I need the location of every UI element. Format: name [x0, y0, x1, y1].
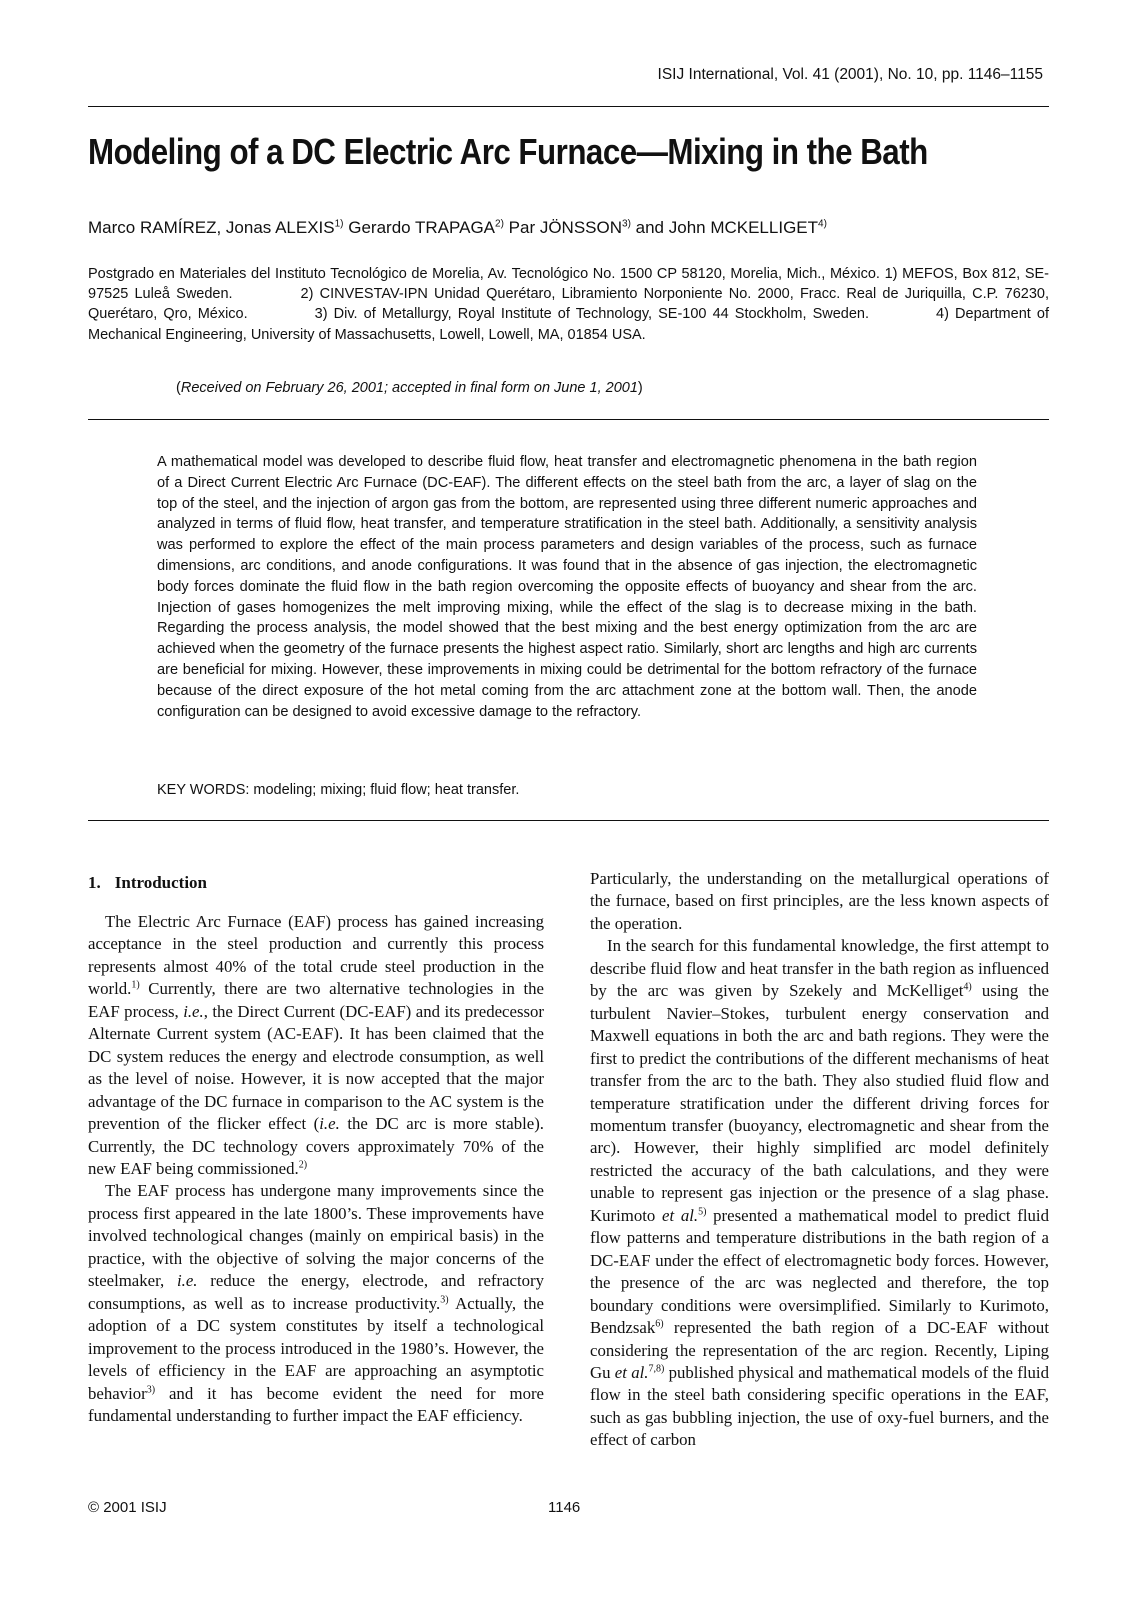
- paragraph: [590, 935, 1049, 1451]
- citation-mark: 3): [440, 1294, 449, 1306]
- footer-copyright: © 2001 ISIJ: [88, 1499, 167, 1516]
- body-column-right: [590, 868, 1049, 1452]
- paper-title: Modeling of a DC Electric Arc Furnace—Mixing in the Bath: [88, 131, 928, 172]
- paragraph: Particularly, the understanding on the metallurgical operations of the furnace, based on first principles, are the less known aspects of the operation.: [590, 869, 1049, 933]
- italic-text: i.e.: [319, 1114, 340, 1134]
- author-name: Jonas ALEXIS: [225, 218, 335, 237]
- text-run: The EAF process has undergone many improvements since the process first appeared in the late 1800’s. These improvements have involved technological changes (mainly on empirical basis) in the practice, with the objective of solving the major concerns of the steelmaker,: [88, 1181, 544, 1291]
- author-affil-mark: 4): [818, 218, 827, 230]
- abstract-bottom-rule: [88, 820, 1049, 821]
- paragraph: [88, 911, 544, 1180]
- citation-mark: 7,8): [648, 1363, 665, 1375]
- author-affil-mark: 3): [622, 218, 631, 230]
- section-number: 1.: [88, 873, 101, 892]
- keywords: KEY WORDS: modeling; mixing; fluid flow; heat transfer.: [157, 782, 520, 798]
- page-number: 1146: [548, 1499, 581, 1516]
- abstract: A mathematical model was developed to describe fluid flow, heat transfer and electromagnetic phenomena in the bath region of a Direct Current Electric Arc Furnace (DC-EAF). The different effects on the steel bath from the arc, a layer of slag on the top of the steel, and the injection of argon gas from the bottom, are represented using three different numeric approaches and analyzed in terms of fluid flow, heat transfer, and temperature stratification in the steel bath. Additionally, a sensitivity analysis was performed to explore the effect of the main process parameters and design variables of the process, such as furnace dimensions, arc conditions, and anode configurations. It was found that in the absence of gas injection, the electromagnetic body forces dominate the fluid flow in the bath region overcoming the opposite effects of buoyancy and shear from the arc. Injection of gases homogenizes the melt improving mixing, while the effect of the slag is to decrease mixing in the bath. Regarding the process analysis, the model showed that the best mixing and the best energy optimization from the arc are achieved when the geometry of the furnace presents the highest aspect ratio. Similarly, short arc lengths and high arc currents are beneficial for mixing. However, these improvements in mixing could be detrimental for the bottom refractory of the furnace because of the direct exposure of the hot metal coming from the arc attachment zone at the bottom wall. Then, the anode configuration can be designed to avoid excessive damage to the refractory.: [157, 454, 977, 720]
- text-run: In the search for this fundamental knowledge, the first attempt to describe fluid flow and heat transfer in the bath region as influenced by the arc was given by Szekely and McKelliget: [590, 936, 1049, 1001]
- affiliation-4: 4) Department of Mechanical Engineering, University of Massachusetts, Lowell, Lowell, MA, 01854 USA.: [88, 306, 1049, 343]
- received-dates: [176, 380, 643, 396]
- author-name: Marco RAMÍREZ: [88, 218, 217, 237]
- text-run: reduce the energy, electrode, and refractory consumptions, as well as to increase productivity.: [88, 1271, 544, 1313]
- text-run: represented the bath region of a DC-EAF without considering the representation of the arc region. Recently, Liping Gu: [590, 1318, 1049, 1382]
- citation-mark: 3): [146, 1383, 156, 1395]
- paren-close: ): [637, 380, 643, 396]
- affiliations: [88, 264, 1049, 345]
- affiliation-1: 1) MEFOS, Box 812, SE-97525 Luleå Sweden.: [88, 266, 1050, 303]
- journal-citation: ISIJ International, Vol. 41 (2001), No. 10, pp. 1146–1155: [657, 66, 1043, 83]
- header-rule: [88, 106, 1049, 107]
- citation-mark: 1): [131, 979, 140, 991]
- italic-text: i.e.: [177, 1271, 198, 1291]
- author-name: Gerardo TRAPAGA: [348, 218, 496, 237]
- section-title: Introduction: [114, 873, 208, 892]
- paragraph: [88, 1180, 544, 1427]
- body-column-left: [88, 911, 544, 1427]
- text-run: the DC arc is more stable). Currently, the DC technology covers approximately 70% of the new EAF being commissioned.: [88, 1114, 544, 1178]
- paren-open: (: [176, 380, 181, 396]
- citation-mark: 6): [655, 1318, 664, 1330]
- text-run: Currently, there are two alternative technologies in the EAF process,: [88, 979, 544, 1021]
- author-affil-mark: 1): [334, 218, 344, 230]
- citation-mark: 4): [963, 981, 972, 993]
- author-name: Par JÖNSSON: [508, 218, 623, 237]
- affiliation-main: Postgrado en Materiales del Instituto Tecnológico de Morelia, Av. Tecnológico No. 1500 CP 58120, Morelia, Mich., México.: [88, 266, 880, 282]
- section-heading: [88, 873, 207, 893]
- text-run: Actually, the adoption of a DC system constitutes by itself a technological improvement to the process introduced in the 1980’s. However, the levels of efficiency in the EAF are approaching an asymptotic behavior: [88, 1293, 544, 1403]
- affiliation-2: 2) CINVESTAV-IPN Unidad Querétaro, Libramiento Norponiente No. 2000, Fracc. Real de Juriquilla, C.P. 76230, Querétaro, Qro, México.: [88, 286, 1049, 323]
- affiliation-3: 3) Div. of Metallurgy, Royal Institute of Technology, SE-100 44 Stockholm, Sweden.: [314, 306, 870, 323]
- author-affil-mark: 2): [495, 218, 504, 230]
- citation-mark: 5): [698, 1206, 707, 1218]
- italic-text: et al.: [614, 1362, 649, 1382]
- received-text: Received on February 26, 2001; accepted in final form on June 1, 2001: [180, 380, 638, 396]
- author-name: John MCKELLIGET: [668, 218, 819, 237]
- text-run: , the Direct Current (DC-EAF) and its predecessor Alternate Current system (AC-EAF). It has been claimed that the DC system reduces the energy and electrode consumption, as well as the level of noise. However, it is now accepted that the major advantage of the DC furnace in comparison to the AC system is the prevention of the flicker effect (: [88, 1001, 544, 1134]
- italic-text: i.e.: [183, 1001, 204, 1021]
- text-run: published physical and mathematical models of the fluid flow in the steel bath considering specific operations in the EAF, such as gas bubbling injection, the use of oxy-fuel burners, and the effect of carbon: [590, 1362, 1049, 1450]
- text-run: using the turbulent Navier–Stokes, turbulent energy conservation and Maxwell equations in both the arc and bath regions. They were the first to predict the contributions of the different mechanisms of heat transfer from the arc to the bath. They also studied fluid flow and temperature stratification under the different driving forces for momentum transfer (buoyancy, electromagnetic and shear from the arc). However, their highly simplified arc model definitely restricted the accuracy of the bath calculations, and they were unable to represent gas injection or the presence of a slag phase. Kurimoto: [590, 981, 1049, 1225]
- text-run: and it has become evident the need for more fundamental understanding to further impact the EAF efficiency.: [88, 1383, 544, 1425]
- abstract-top-rule: [88, 419, 1049, 420]
- author-list: Marco RAMÍREZ, Jonas ALEXIS$^{1)}$ Gerardo TRAPAGA$^{2)}$ Par JÖNSSON$^{3)}$ and John MCKELLIGET$^{4)}$: [88, 218, 827, 237]
- text-run: The Electric Arc Furnace (EAF) process has gained increasing acceptance in the steel production and currently this process represents almost 40% of the total crude steel production in the world.: [88, 912, 544, 999]
- citation-mark: 2): [298, 1159, 308, 1171]
- italic-text: et al.: [662, 1205, 699, 1225]
- text-run: presented a mathematical model to predict fluid flow patterns and temperature distributions in the bath region of a DC-EAF under the effect of electromagnetic body forces. However, the presence of the arc was neglected and therefore, the top boundary conditions were oversimplified. Similarly to Kurimoto, Bendzsak: [590, 1205, 1049, 1338]
